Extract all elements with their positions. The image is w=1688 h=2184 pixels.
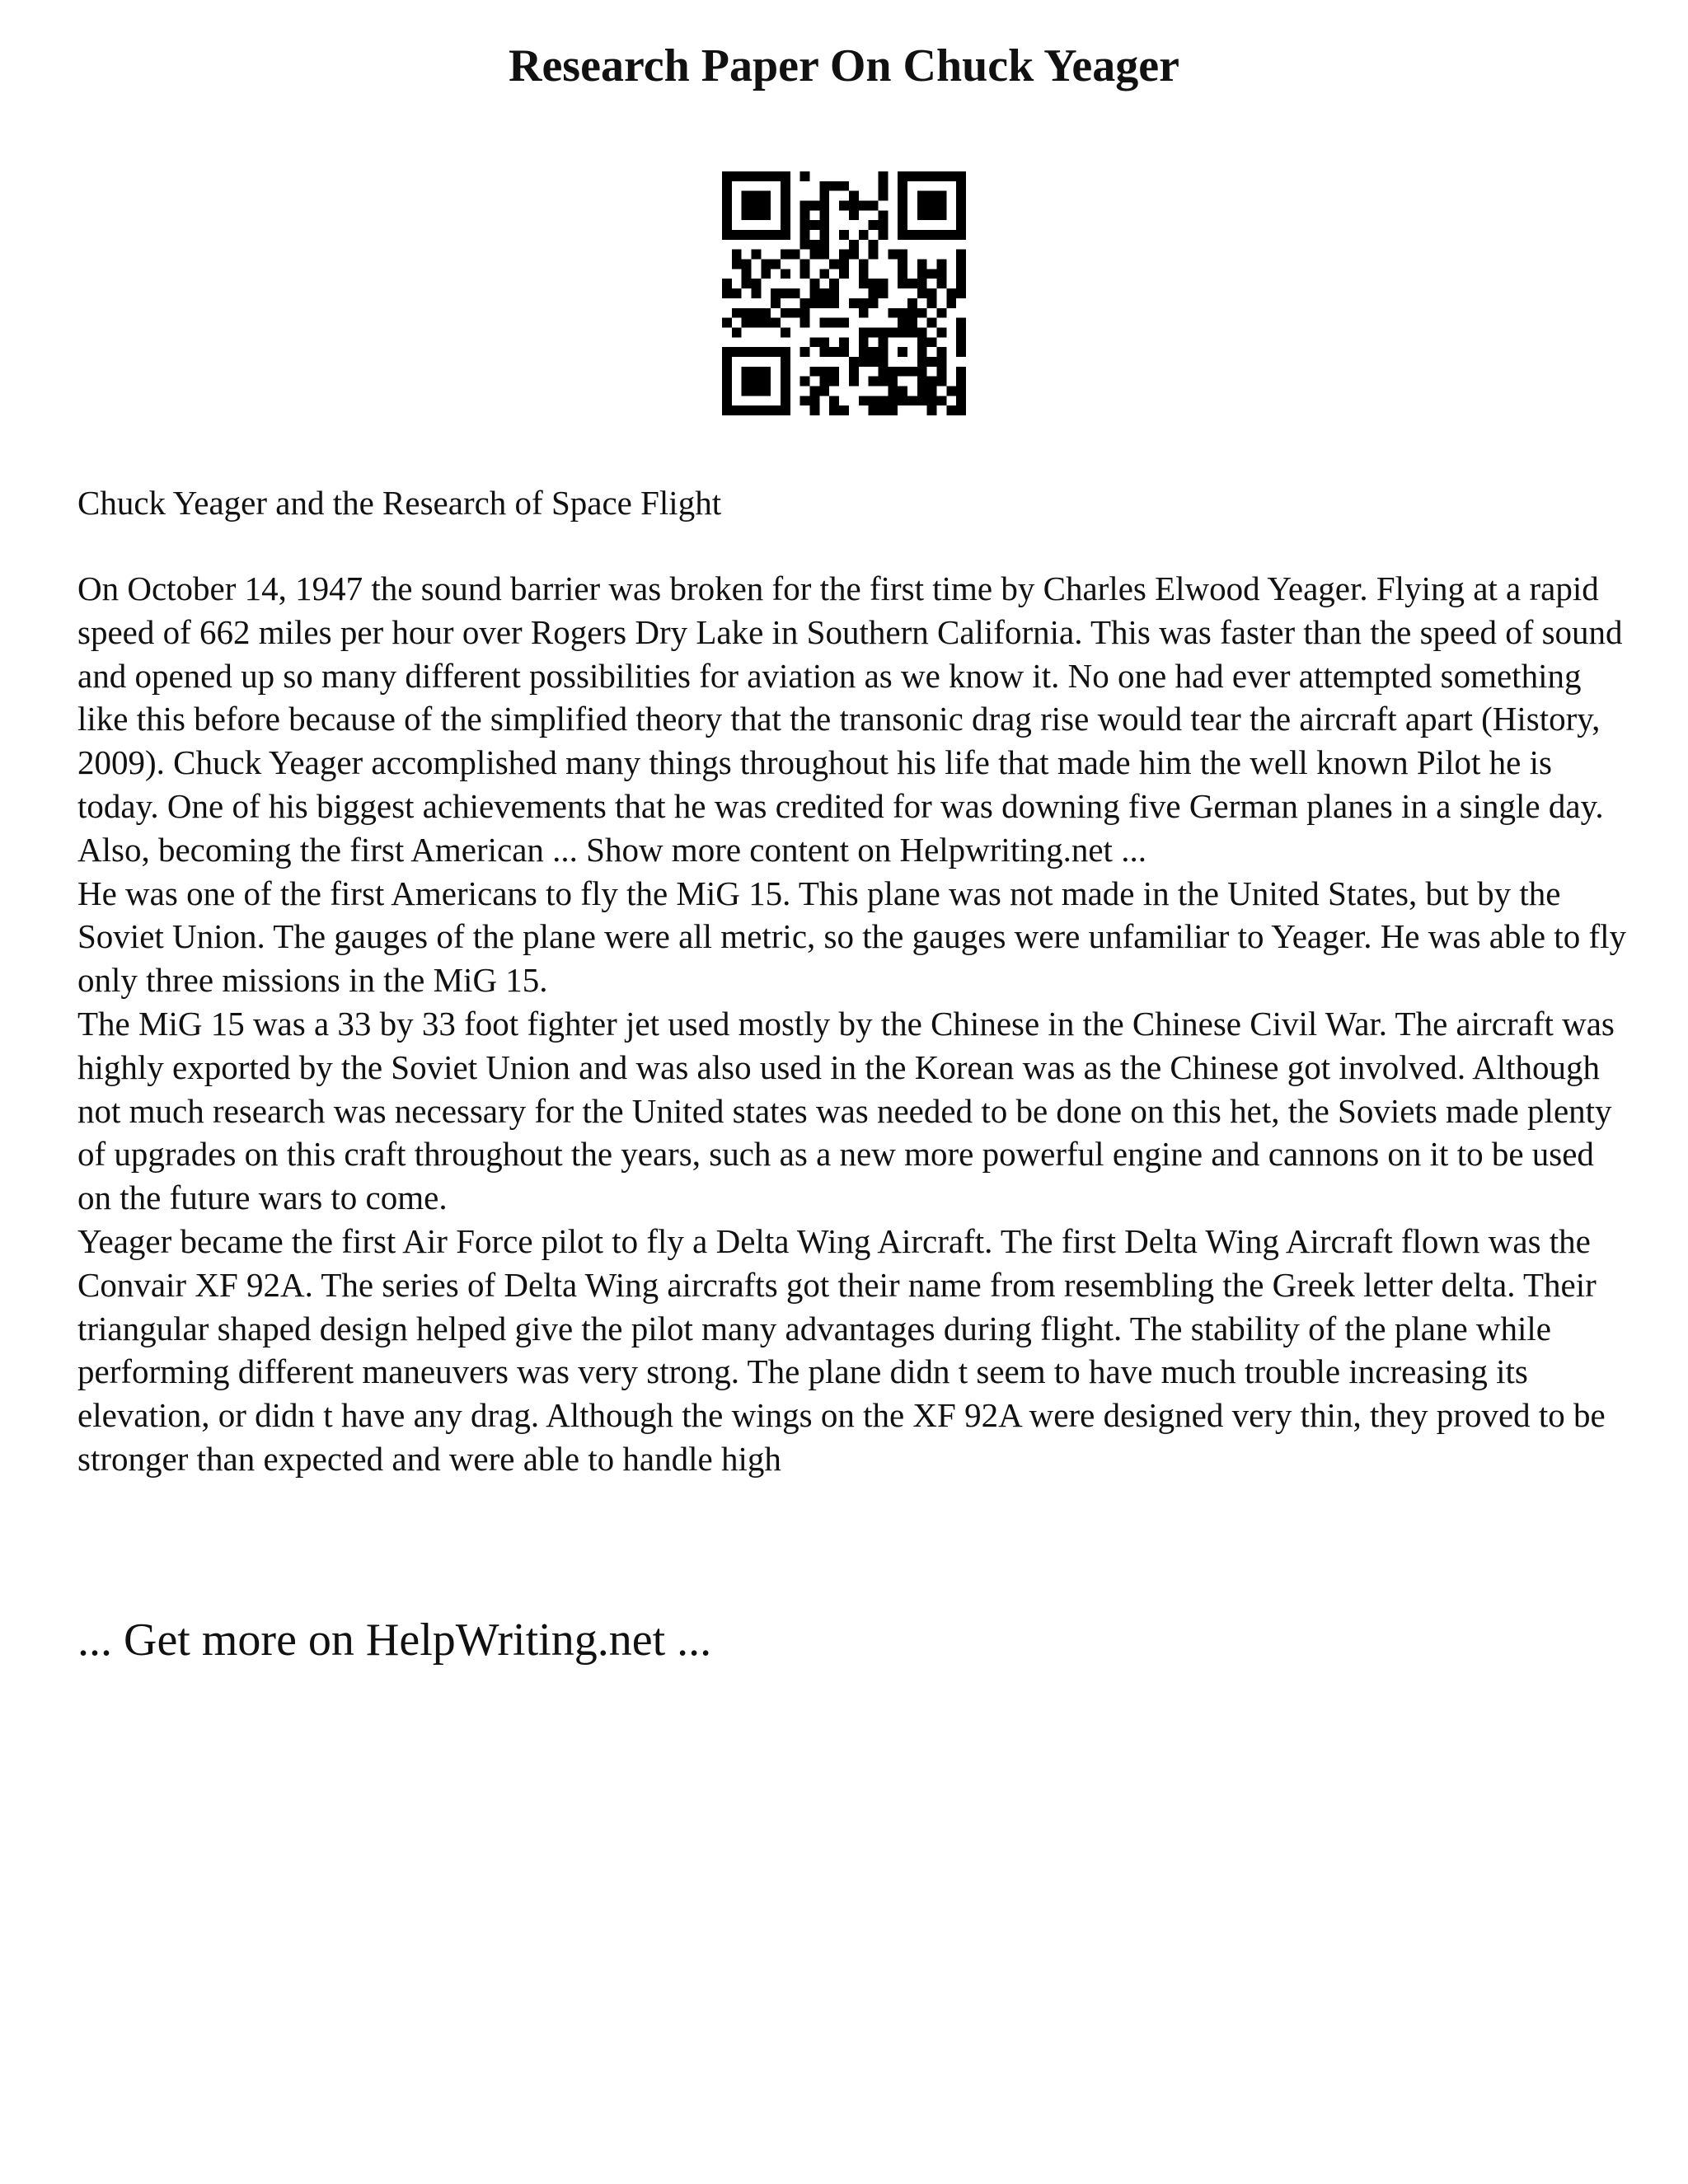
body-paragraph: He was one of the first Americans to fly the MiG 15. This plane was not made in the United States, but by the Soviet Union. The gauges of the plane were all metric, so the gauges were unfamiliar to Yeager. He was able to fly only three missions in the MiG 15.	[77, 874, 1626, 1000]
get-more-link[interactable]: ... Get more on HelpWriting.net ...	[77, 1615, 712, 1666]
body-paragraph: The MiG 15 was a 33 by 33 foot fighter jet used mostly by the Chinese in the Chinese Civil War. The aircraft was highly exported by the Soviet Union and was also used in the Korean was as the Chinese got involved. Although not much research was necessary for the United states was needed to be done on this het, the Soviets made plenty of upgrades on this craft throughout the years, such as a new more powerful engine and cannons on it to be used on the future wars to come.	[77, 1004, 1615, 1217]
body-paragraph: On October 14, 1947 the sound barrier was broken for the first time by Charles Elwood Yeager. Flying at a rapid speed of 662 miles per hour over Rogers Dry Lake in Southern California. This was faster than the speed of sound and opened up so many different possibilities for aviation as we know it. No one had ever attempted something like this before because of the simplified theory that the transonic drag rise would tear the aircraft apart (History, 2009). Chuck Yeager accomplished many things throughout his life that made him the well known Pilot he is today. One of his biggest achievements that he was credited for was downing five German planes in a single day. Also, becoming the first American ... Show more content on Helpwriting.net ...	[77, 569, 1623, 869]
document-subtitle: Chuck Yeager and the Research of Space Flight	[77, 484, 722, 522]
qr-code-icon	[722, 171, 966, 415]
body-paragraph: Yeager became the first Air Force pilot to fly a Delta Wing Aircraft. The first Delta Wing Aircraft flown was the Convair XF 92A. The series of Delta Wing aircrafts got their name from resembling the Greek letter delta. Their triangular shaped design helped give the pilot many advantages during flight. The stability of the plane while performing different maneuvers was very strong. The plane didn t seem to have much trouble increasing its elevation, or didn t have any drag. Although the wings on the XF 92A were designed very thin, they proved to be stronger than expected and were able to handle high	[77, 1221, 1606, 1478]
document-body	[77, 567, 1627, 1481]
page-title: Research Paper On Chuck Yeager	[509, 40, 1179, 91]
